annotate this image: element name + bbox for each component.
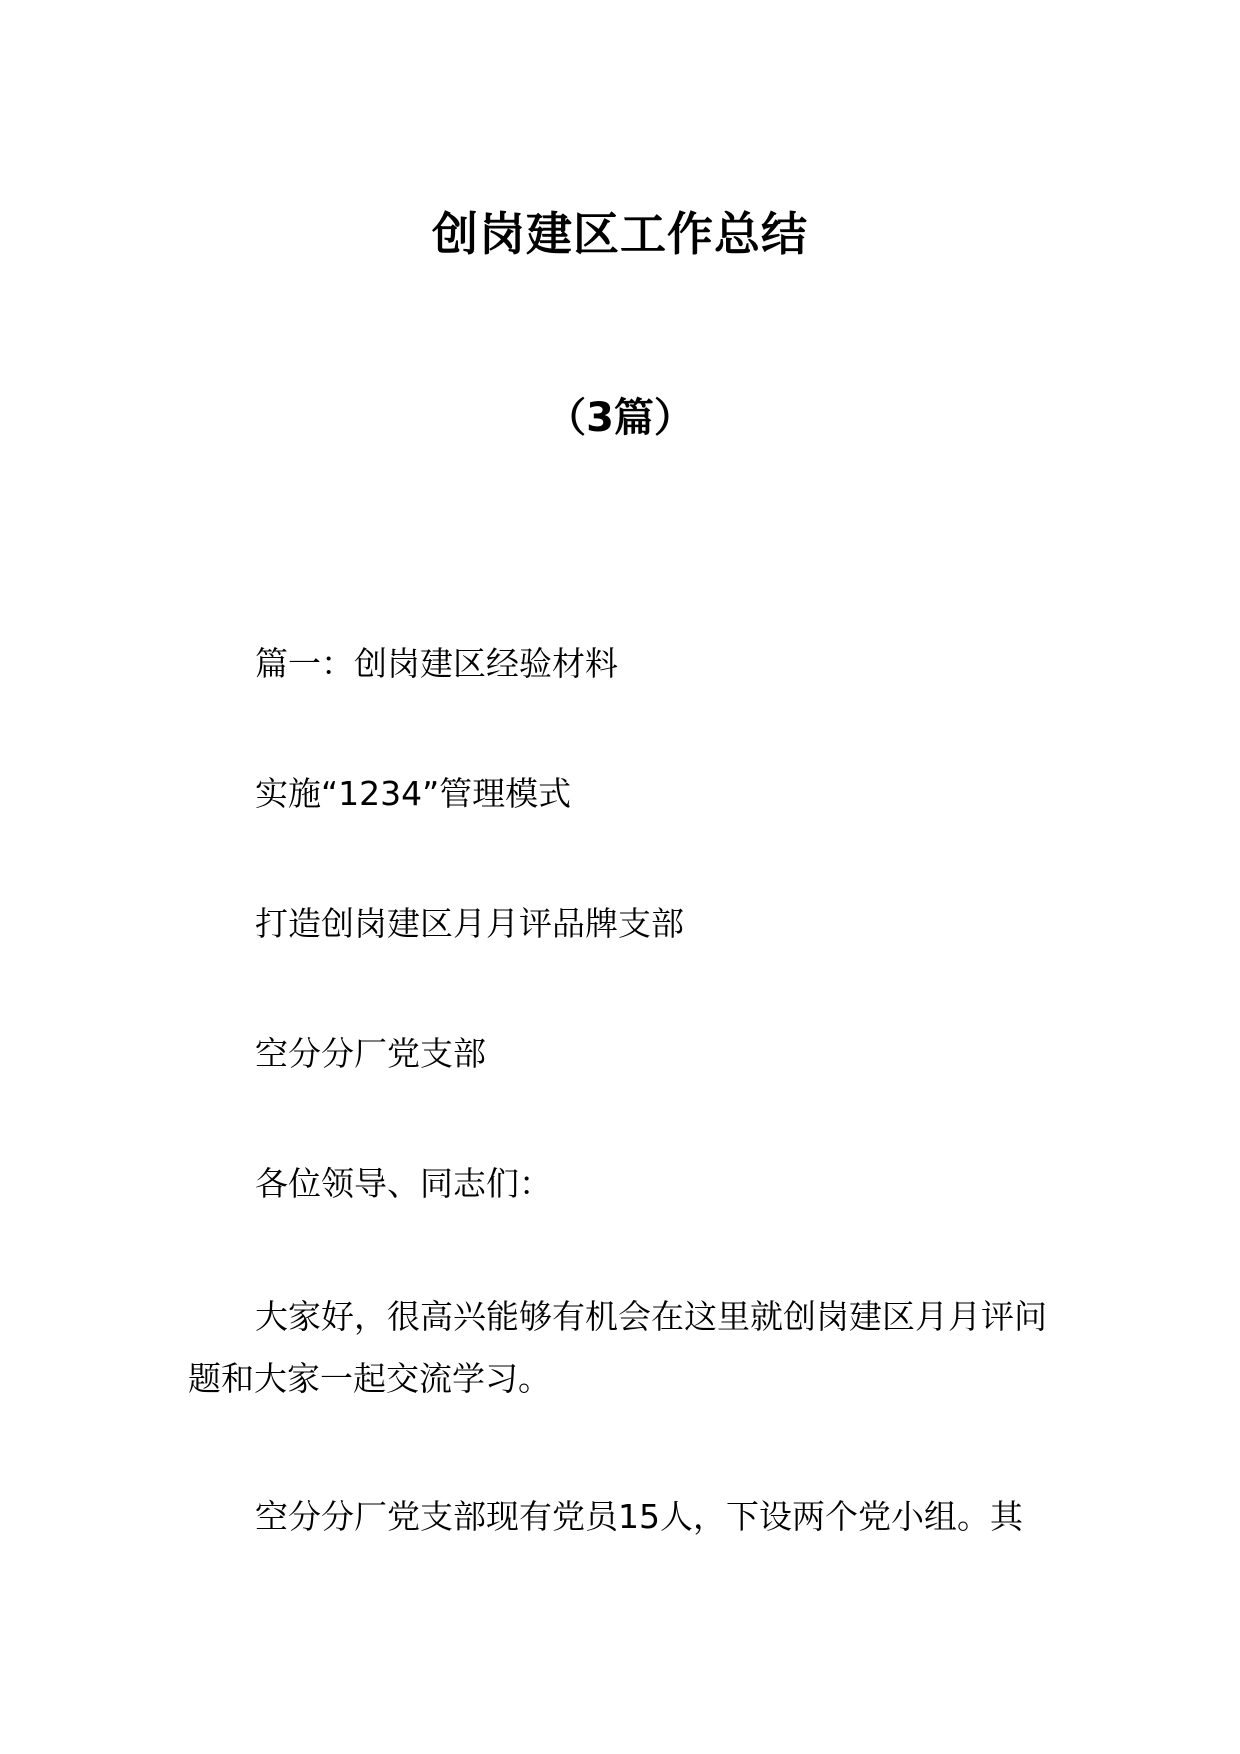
salutation: 各位领导、同志们： — [255, 1164, 552, 1203]
article-subheading: 打造创岗建区月月评品牌支部 — [255, 904, 684, 943]
document-subtitle: （3篇） — [546, 395, 694, 441]
body-paragraph: 大家好，很高兴能够有机会在这里就创岗建区月月评问题和大家一起交流学习。 — [188, 1297, 1047, 1398]
section-heading: 篇一：创岗建区经验材料 — [255, 644, 618, 683]
organization-name: 空分分厂党支部 — [255, 1034, 486, 1073]
article-heading: 实施“1234”管理模式 — [255, 774, 572, 813]
document-title: 创岗建区工作总结 — [432, 207, 808, 261]
body-paragraph: 空分分厂党支部现有党员15人，下设两个党小组。其 — [255, 1497, 1023, 1536]
